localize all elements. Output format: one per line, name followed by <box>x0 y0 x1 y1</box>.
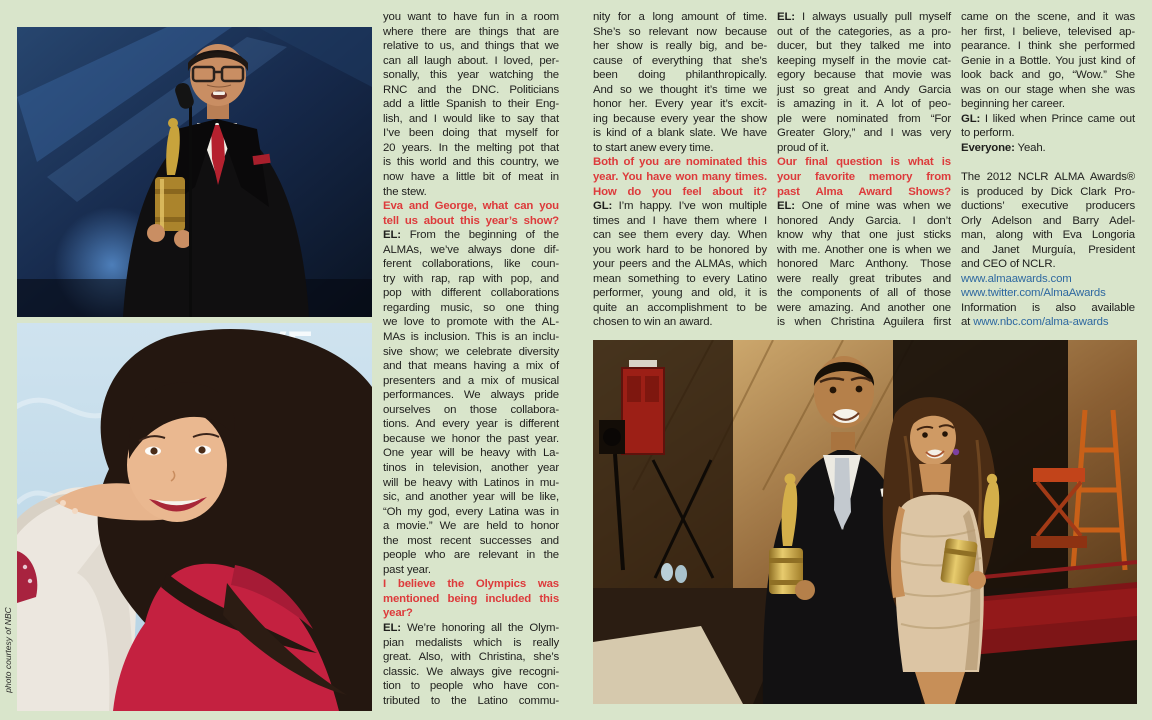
text-line: at www.nbc.com/alma-awards <box>961 316 1109 329</box>
text-line: Genie in a Bottle. You just kind of <box>961 54 1135 67</box>
text-line: www.twitter.com/AlmaAwards <box>961 287 1106 300</box>
text-line: you work hard to be honored by <box>593 243 767 256</box>
text-line: the most recent successes and <box>383 534 559 547</box>
text-line: Information is also available <box>961 301 1135 314</box>
text-line: ducer, but they talked me into <box>777 40 951 53</box>
text-line: can all laugh about. I loved, per- <box>383 54 559 67</box>
text-line: Everyone: Yeah. <box>961 141 1046 154</box>
text-line: people who are relevant in the <box>383 549 559 562</box>
text-line: sic, and another year will be like, <box>383 491 559 504</box>
text-line: a movie.” We are held to honor <box>383 520 559 533</box>
text-line: tinos in television, another year <box>383 461 559 474</box>
text-line: and Janet Murguía, President <box>961 243 1135 256</box>
text-line: Our final question is what is <box>777 156 951 169</box>
text-line: is this world and this country, we <box>383 156 559 169</box>
text-line: “Oh my god, every Latina was in <box>383 505 559 518</box>
text-line: www.almaawards.com <box>961 272 1072 285</box>
text-line: And so we thought it’s time we <box>593 83 767 96</box>
text-line: EL: One of mine was when we <box>777 200 951 213</box>
text-column-4 <box>961 10 1135 330</box>
text-line: sonally, this year watching the <box>383 69 559 82</box>
text-line: her show is really big, and be- <box>593 40 767 53</box>
text-line: egory because that movie was <box>777 69 951 82</box>
text-line: can see them every day. When <box>593 229 767 242</box>
text-line: now have a little bit of meat in <box>383 171 559 184</box>
text-line: is amazing in it. A lot of peo- <box>777 98 951 111</box>
text-line: to perform. <box>961 127 1015 140</box>
text-line: is when Christina Aguilera first <box>777 316 951 329</box>
text-column-3 <box>777 10 951 330</box>
text-line: been doing philanthropically. <box>593 69 767 82</box>
text-line: will be heavy with Latinos in mu- <box>383 476 559 489</box>
text-line: GL: I liked when Prince came out <box>961 112 1135 125</box>
text-line: Eva and George, what can you <box>383 200 559 213</box>
text-line: proud of it. <box>777 141 830 154</box>
text-line: came on the scene, and it was <box>961 11 1135 23</box>
text-line: and that means having a mix of <box>383 360 559 373</box>
text-line: EL: We’re honoring all the Olym- <box>383 621 559 634</box>
text-line: just so great and Andy Garcia <box>777 83 951 96</box>
text-line: EL: I always usually pull myself <box>777 11 951 23</box>
text-line: and CEO of NCLR. <box>961 258 1056 271</box>
text-line: you want to have fun in a room <box>383 11 559 23</box>
text-line: relative to us, and things that we <box>383 40 559 53</box>
text-line: out of the categories, as a pro- <box>777 25 951 38</box>
text-line: RNC and the DNC. Politicians <box>383 83 559 96</box>
text-line: honored Marc Anthony. Those <box>777 258 951 271</box>
photo-actress-red-dress-with-dog <box>17 323 372 711</box>
text-line: year? <box>383 607 413 620</box>
text-line: GL: I’m happy. I’ve won multiple <box>593 200 767 213</box>
text-line: tell us about this year’s show? <box>383 214 559 227</box>
text-line: regarding music, so one thing <box>383 301 559 314</box>
text-line: tion to people who have con- <box>383 680 559 693</box>
text-line: times and I have them where I <box>593 214 767 227</box>
text-line: ourselves on those collabora- <box>383 403 559 416</box>
text-column-2 <box>593 10 767 330</box>
text-line: pian medalists which is really <box>383 636 559 649</box>
text-line: is kind of a blank slate. We have <box>593 127 767 140</box>
text-line: Orly Adelson and Barry Adel- <box>961 214 1135 227</box>
text-line: tions. And every year is different <box>383 418 559 431</box>
text-line: where there are things that are <box>383 25 559 38</box>
text-line: past Alma Award Shows? <box>777 185 951 198</box>
text-line: look back and go, “Wow.” She <box>961 69 1135 82</box>
text-line: performances. We always pride <box>383 389 559 402</box>
text-line: One year will be heavy with La- <box>383 447 559 460</box>
text-line: tributed to the Latino commu- <box>383 694 559 707</box>
text-line: Both of you are nominated this <box>593 156 767 169</box>
text-line: past year. <box>383 563 431 576</box>
text-line: quite an accomplishment to be <box>593 301 767 314</box>
text-line: How do you feel about it? <box>593 185 767 198</box>
text-line: add a little Spanish to their Eng- <box>383 98 559 111</box>
photo-hosts-with-trophies <box>593 340 1137 704</box>
text-line: cause of everything that she’s <box>593 54 767 67</box>
text-line: the components of all of those <box>777 287 951 300</box>
text-line: The 2012 NCLR ALMA Awards® <box>961 171 1135 184</box>
text-line: your favorite memory from <box>777 171 951 184</box>
text-line: She’s so relevant now because <box>593 25 767 38</box>
text-line: sive show; we celebrate diversity <box>383 345 559 358</box>
text-line: EL: From the beginning of the <box>383 229 559 242</box>
text-line <box>961 155 1135 170</box>
text-line: the stew. <box>383 185 427 198</box>
text-line: pop with different collaborations <box>383 287 559 300</box>
text-line: ductions’ executive producers <box>961 200 1135 213</box>
text-line: great. Also, with Christina, she’s <box>383 651 559 664</box>
text-line: were amazing. And another one <box>777 301 951 314</box>
text-line: classic. We always give recogni- <box>383 665 559 678</box>
text-line: we love to promote with the AL- <box>383 316 559 329</box>
text-line: lish, and I would like to say that <box>383 112 559 125</box>
text-column-1 <box>383 10 559 708</box>
text-line: with me. Another one is when we <box>777 243 951 256</box>
photo-boy-with-award <box>17 27 372 317</box>
text-line: 20 years. In the melting pot that <box>383 141 559 154</box>
text-line: chosen to win an award. <box>593 316 713 329</box>
text-line: I’ve been doing that myself for <box>383 127 559 140</box>
text-line: ferent collaborations, like coun- <box>383 258 559 271</box>
text-line: mean something to every Latino <box>593 272 767 285</box>
text-line: honor her. Every year it’s excit- <box>593 98 767 111</box>
text-line: I believe the Olympics was <box>383 578 559 591</box>
text-line: keeping myself in the movie cat- <box>777 54 951 67</box>
text-line: MAs is inclusion. This is an inclu- <box>383 331 559 344</box>
text-line: to start anew every time. <box>593 141 714 154</box>
text-line: is produced by Dick Clark Pro- <box>961 185 1135 198</box>
photo-credit-caption: photo courtesy of NBC <box>3 607 13 693</box>
text-line: ple were nominated from “For <box>777 112 951 125</box>
purple-earring <box>953 449 959 455</box>
text-line: pearance. I think she performed <box>961 40 1135 53</box>
text-line: was on our stage when she was <box>961 83 1135 96</box>
text-line: try with rap, rap with pop, and <box>383 272 559 285</box>
text-line: your peers and the ALMAs, which <box>593 258 767 271</box>
text-line: ALMAs, we’ve always done dif- <box>383 243 559 256</box>
red-door <box>622 360 664 454</box>
text-line: mentioned being included this <box>383 592 559 605</box>
text-line: because we honor the past year. <box>383 432 559 445</box>
text-line: man, along with Eva Longoria <box>961 229 1135 242</box>
text-line: her first, I believe, televised ap- <box>961 25 1135 38</box>
text-line: nity for a long amount of time. <box>593 11 767 23</box>
text-line: year. You have won many times. <box>593 171 767 184</box>
text-line: presenters and a mix of musical <box>383 374 559 387</box>
text-line: honored Andy Garcia. I don’t <box>777 214 951 227</box>
text-line: know why that one just sticks <box>777 229 951 242</box>
text-line: performer, young and old, it is <box>593 287 767 300</box>
text-line: Greater Glory,” and I was very <box>777 127 951 140</box>
text-line: beginning her career. <box>961 98 1065 111</box>
text-line: ing because every year the show <box>593 112 767 125</box>
text-line: were really great tributes and <box>777 272 951 285</box>
